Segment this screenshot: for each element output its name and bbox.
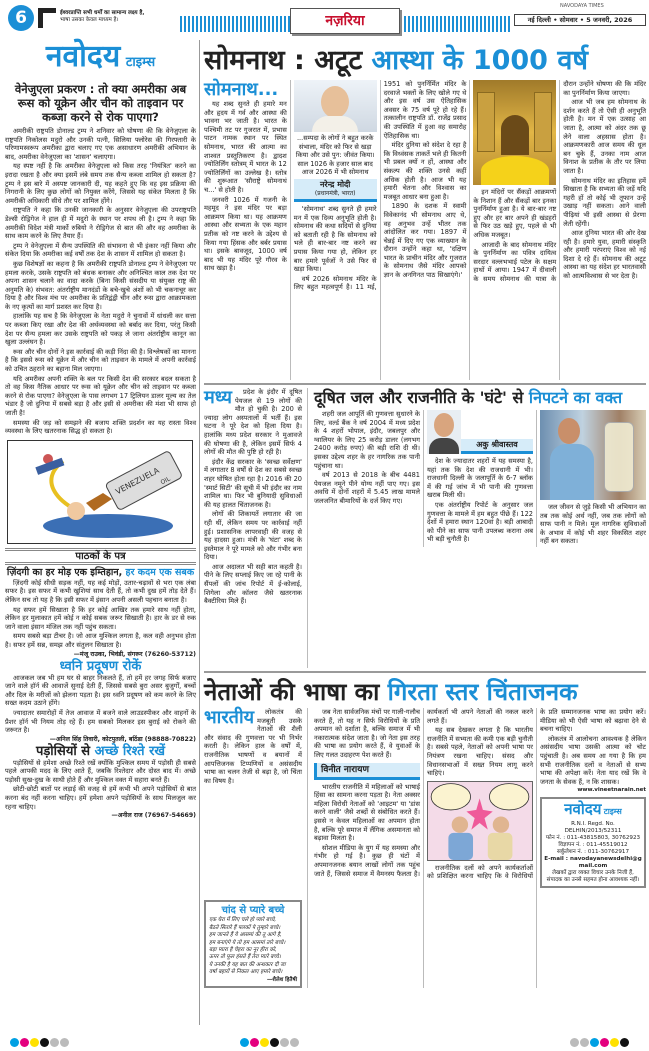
paragraph: राजनीतिक दलों को अपने कार्यकर्ताओं को प्रशिक्षित करना चाहिए कि वे विरोधियों के प्रति सम्मानजनक भाषा का प्रयोग करें। मीडिया को भी ऐसी भाषा को बढ़ावा देने से बचना चाहिए। — [427, 708, 646, 881]
paragraph: लोगों की शिकायतें लगातार की जा रही थीं, लेकिन समय पर कार्रवाई नहीं हुई। प्रशासनिक लापरवाही की वजह से यह हादसा हुआ। मंत्री के 'घंटा' शब्द के इस्तेमाल ने पूरे मामले को और गंभीर बना दिया। — [204, 510, 302, 562]
header-quote — [60, 10, 178, 24]
paragraph: आज दुनिया भारत की ओर देख रही है। हमारे युवा, हमारी संस्कृति और हमारी परंपराएं विश्व को नई दिशा दे रहे हैं। सोमनाथ की अटूट आस्था का यह संदेश हर भारतवासी को आत्मविश्वास से भर देता है। — [563, 229, 646, 281]
headline-part: नेताओं की भाषा का — [204, 678, 380, 706]
dropcap: सोमनाथ... — [204, 79, 279, 100]
paragraph: सोमनाथ मंदिर का इतिहास हमें सिखाता है कि सभ्यता की जड़ें यदि गहरी हों तो कोई भी तूफान उन्हें उखाड़ नहीं सकता। आने वाली पीढ़ियां भी इसी आस्था से प्रेरणा लेती रहेंगी। — [563, 176, 646, 228]
imprint-logo — [544, 801, 642, 821]
leaders-headline — [204, 676, 646, 708]
paragraph: मंदिर दुनिया को संदेश दे रहा है कि विध्वंसक ताकतें भले ही कितनी भी प्रबल क्यों न हों, आस्था और संकल्प की शक्ति उनसे कहीं अधिक होती है। आज भी यह हमारी चेतना और विश्वास का मजबूत आधार बना हुआ है। — [383, 141, 467, 201]
author-name-vineet: विनीत नारायण — [314, 763, 420, 780]
water-headline — [314, 388, 646, 407]
paragraph: 'सोमनाथ' शब्द सुनते ही हमारे मन में एक दिव्य अनुभूति होती है। सोमनाथ की कथा सदियों से दुनिया को बताती रही है कि सोमनाथ को भले ही बार-बार नष्ट करने का प्रयास किया गया हो, लेकिन हर बार हमारे पूर्वजों ने उसे फिर से खड़ा किया। — [293, 204, 377, 274]
left-column — [5, 40, 196, 820]
poem-author: —शैलेश हितैषी — [266, 976, 297, 983]
water-crisis-photo — [540, 410, 646, 500]
somnath-body — [204, 80, 646, 380]
headline-part: आस्था के 1000 वर्ष — [371, 45, 588, 76]
oil-barrel — [105, 450, 183, 510]
line: ऊपर तो फूल हंसते हैं तेरा प्यारे बच्चे। — [209, 954, 281, 961]
letter-signature: —अनिल सिंह तिवारी, कोटपुतली, बठिंडा (98888-70822) — [49, 735, 196, 743]
newspaper-logo — [5, 40, 196, 80]
barrel-label-oil: OIL — [159, 475, 172, 487]
logo-suffix: टाइम्स — [603, 807, 622, 817]
paragraph: लोकतंत्र में आलोचना आवश्यक है लेकिन असंसदीय भाषा उसकी आत्मा को चोट पहुंचाती है। अब समय आ गया है कि हम सभी राजनीतिक दलों व नेताओं से सभ्य भाषा की अपेक्षा करें। नेता याद रखें कि वे जनता के सेवक हैं, न कि शासक। — [540, 734, 646, 786]
paragraph: यदि अमरीका अपनी शक्ति के बल पर किसी देश की सरकार बदल सकता है तो वह किस नैतिक आधार पर रूस को यूक्रेन और चीन को ताइवान पर कब्जा करने से रोक पाएगा? वेनेजुएला के पास लगभग 17 ट्रिलियन डालर मूल्य का तेल भंडार है जो दुनिया में सबसे बड़ा है और इसी से अमरीका की मंशा भी साफ हो जाती है! — [5, 374, 196, 417]
main-area — [204, 42, 646, 988]
paragraph: कुछ विशेषज्ञों का कहना है कि अमरीकी राष्ट्रपति डोनाल्ड ट्रम्प ने वेनेजुएला पर हमला करके, उसके राष्ट्रपति को बंधक बनाकर और अनिश्चित काल तक देश पर अपना शासन चलाने का वादा करके (बिना किसी संसदीय या संयुक्त राष्ट्र की अनुमति के) संभवत: अंतर्राष्ट्रीय मानदंडों के बचे-खुचे अंशों को भी चकनाचूर कर दिया है और विश्व मंच पर अमरीका के प्रतिद्वंद्वी चीन और रूस द्वारा आक्रामकता के नए कृत्यों का मार्ग प्रशस्त कर दिया है। — [5, 259, 196, 311]
paragraph: यह स्पष्ट नहीं है कि अमरीका वेनेजुएला को किस तरह 'नियंत्रित' करने का इरादा रखता है और क्या इसमें लंबे समय तक सैन्य कब्जा शामिल हो सकता है? ट्रम्प ने इस बारे में अस्पष्ट जानकारी दी, यह कहते हुए कि वह इस प्रक्रिया की निगरानी के लिए कुछ लोगों को नियुक्त करेंगे, जिससे यह संकेत मिलता है कि अमरीकी अधिकारी सीधे तौर पर शामिल होंगे। — [5, 162, 196, 205]
paragraph: आजादी के बाद सोमनाथ मंदिर के पुनर्निर्माण का पवित्र दायित्व सरदार वल्लभभाई पटेल के सक्षम हाथों में आया। 1947 में दीवाली के समय सोमनाथ की यात्रा के दौरान उन्होंने घोषणा की कि मंदिर का पुनर्निर्माण किया जाएगा। — [473, 80, 646, 283]
logo-name: नवोदय — [564, 800, 602, 819]
flying-figures — [35, 454, 64, 475]
letter-title — [5, 744, 196, 759]
letter-3 — [5, 744, 196, 821]
section-divider — [204, 671, 646, 673]
paragraph: ज़िंदगी कोई सीधी सड़क नहीं, यह कई मोड़ों, उतार-चढ़ावों से भरा एक लंबा सफर है। इस सफर में कभी खुशियां साथ देती हैं, तो कभी दुख हमें तोड़ देते हैं। लेकिन सच तो यह है कि इसी सफर में इंसान अपनी असली पहचान बनाता है। — [5, 578, 196, 604]
paragraph: सोशल मीडिया के युग में यह समस्या और गंभीर हो गई है। कुछ ही घंटों में अपमानजनक बयान लाखों लोगों तक पहुंच जाते हैं, जिससे समाज में वैमनस्य फैलता है। कार्यकर्ता भी अपने नेताओं की नकल करने लगते हैं। — [314, 708, 533, 878]
water-paragraphs — [204, 388, 302, 606]
line: ये उनकी है यह बात की अन्धकार दी जा — [209, 961, 286, 968]
paragraph: समय सबसे बड़ा टीचर है। जो आज मुश्किल लगता है, कल वही अनुभव होता है। सफर हमें सब्र, समझ और संतुलन सिखाता है। — [5, 632, 196, 649]
imprint-rni: R.N.I. Regd. No. DELHIN/2013/52311 — [564, 821, 622, 835]
author-box-aku — [427, 410, 533, 454]
letter-title — [5, 567, 196, 579]
editorial-body — [5, 127, 196, 436]
registration-color-dots — [570, 1032, 630, 1051]
section-divider — [204, 383, 646, 385]
paragraph: जल जीवन से जुड़े किसी भी अभियान का तब तक कोई अर्थ नहीं, जब तक लोगों को साफ पानी न मिले। मूल नागरिक सुविधाओं के अभाव में कोई भी शहर विकसित शहर नहीं बन सकता। — [540, 503, 646, 546]
letters-section-title: पाठकों के पत्र — [5, 548, 196, 565]
editorial-cartoon — [7, 440, 193, 544]
paragraph: शहरी जल आपूर्ति की गुणवत्ता सुधारने के लिए, वर्ल्ड बैंक ने वर्ष 2004 में मध्य प्रदेश के 4 शहरों भोपाल, इंदौर, जबलपुर और ग्वालियर के लिए 25 करोड़ डालर (लगभग 2400 करोड़ रुपए) की बड़ी राशि दी थी। इसका उद्देश्य शहर के हर नागरिक तक पानी पहुंचाना था। — [314, 410, 420, 470]
water-main — [308, 388, 646, 668]
imprint-box — [540, 797, 646, 888]
leaders-first-column — [204, 708, 308, 988]
logo-name: नवोदय — [45, 39, 121, 74]
bottle — [86, 493, 112, 511]
dateline: नई दिल्ली • सोमवार • 5 जनवरी, 2026 — [514, 14, 646, 26]
imprint-note: लेखकों द्वारा व्यक्त विचार उनके निजी हैं, संपादक का उनसे सहमत होना आवश्यक नहीं। — [546, 870, 640, 884]
paragraph: रूस और चीन दोनों ने इस कार्रवाई की कड़ी निंदा की है। विश्लेषकों का मानना है कि इससे रूस को यूक्रेन में और चीन को ताइवान के मामले में अपनी कार्रवाई को उचित ठहराने का बहाना मिल जाएगा। — [5, 347, 196, 374]
headline-part: दूषित जल और राजनीति के 'घंटे' से — [314, 388, 524, 407]
column-divider — [199, 40, 200, 1025]
imprint-phone: फोन नं. : 011-43815803, 30762923 — [545, 835, 641, 842]
paragraph: आजकल जब भी हम घर से बाहर निकलते हैं, तो हमें हर जगह सिर्फ बजाए जाने वाले हॉर्न की आवाजें सुनाई देती हैं, जिससे सबसे बुरा असर बुजुर्गों, बच्चों और दिल के मरीजों को झेलना पड़ता है। इस ध्वनि प्रदूषण को कम करने के लिए सख्त कदम उठाने होंगे। — [5, 673, 196, 708]
leaders-paragraphs — [314, 708, 420, 760]
letter-title: ध्वनि प्रदूषण रोकें — [59, 658, 142, 674]
paragraph: प्रदेश के इंदौर में दूषित पेयजल से 19 लोगों की मौत हो चुकी है। 200 से ज्यादा लोग अस्पतालों में भर्ती हैं। इस घटना ने पूरे देश को हिला दिया है। हालांकि मध्य प्रदेश सरकार ने मुआवजे की घोषणा की है, लेकिन इसमें सिर्फ 4 लोगों की मौत की पुष्टि हो रही है। — [204, 388, 302, 457]
water-glass — [604, 422, 634, 492]
logo-suffix: टाइम्स — [125, 55, 156, 70]
poem-lines — [209, 917, 297, 976]
letter-signature: —मंजू राउका, भिवंडी, संगरूर (76260-53712) — [73, 650, 196, 658]
letter-body — [5, 579, 196, 650]
paragraph: हालांकि यह सच है कि वेनेजुएला के नेता मदुरो ने चुनावों में धांधली कर सत्ता पर कब्जा किए रखा और देश की अर्थव्यवस्था को बर्बाद कर दिया, परंतु किसी देश पर सैन्य हमला कर उसके राष्ट्रपति को पकड़ ले जाना अंतर्राष्ट्रीय कानून का खुला उल्लंघन है। — [5, 312, 196, 347]
paragraph: ट्रम्प ने वेनेजुएला में सैन्य उपस्थिति की संभावना से भी इंकार नहीं किया और संकेत दिया कि अमरीका कई वर्षों तक देश के शासन में शामिल हो सकता है। — [5, 241, 196, 259]
water-article — [204, 388, 646, 668]
paragraph: जनवरी 1026 में गजनी के महमूद ने इस मंदिर पर बड़ा आक्रमण किया था। यह आक्रमण आस्था और सभ्यता के एक महान प्रतीक को नष्ट करने के उद्देश्य से किया गया हिंसक और बर्बर प्रयास था। इसके बावजूद, 1000 वर्ष बाद भी यह मंदिर पूरे गौरव के साथ खड़ा है। — [204, 195, 287, 273]
paragraph: भारतीय राजनीति में महिलाओं को भाषाई हिंसा का सामना करना पड़ता है। नेता अक्सर महिला विरोधी नेताओं को 'आइटम' या 'डांस करने वाली' जैसे शब्दों से संबोधित करते हैं। इससे न केवल महिलाओं का अपमान होता है, बल्कि पूरे समाज में लैंगिक असमानता को बढ़ावा मिलता है। — [314, 782, 420, 843]
paragraph: एक अंतर्राष्ट्रीय रिपोर्ट के अनुसार जल गुणवत्ता के मामले में हम बहुत पीछे हैं। 122 देशों में हमारा स्थान 120वां है। बड़ी आबादी को पीने का साफ पानी उपलब्ध कराना अब भी बड़ी चुनौती है। — [427, 500, 533, 544]
line: बैठते सितारे हैं पलकों पे तुम्हारे बच्चे। — [209, 924, 281, 931]
paragraph: ज्यादातर समारोहों में तेज आवाज में बजने वाले लाउडस्पीकर और वाहनों के प्रैशर हॉर्न भी नियम तोड़ रहे हैं। हम सबको मिलकर इस बुराई को रोकने की जरूरत है। — [5, 708, 196, 735]
line: एक घेरा में लिए चले हो प्यारे बच्चे, — [209, 917, 277, 924]
water-first-column — [204, 388, 308, 668]
author-name: अकु श्रीवास्तव — [461, 439, 533, 454]
letter-title-part: अच्छे रिश्ते रखें — [94, 743, 166, 759]
paragraph: आज अदालत भी सही बात कहती है। पीने के लिए सप्लाई किए जा रहे पानी के सैंपलों की जांच रिपोर्ट में ई-कोलाई, शिगेला और कॉलरा जैसे खतरनाक बैक्टीरिया मिले हैं। — [204, 562, 302, 606]
letter-signature: —अनील राज (76967-54669) — [111, 812, 196, 820]
author-website: www.vineetnarain.net — [577, 787, 646, 794]
dropcap: भारतीय — [204, 707, 255, 728]
letter-2 — [5, 659, 196, 744]
paragraph: समस्या की जड़ को समझने की बजाय शक्ति प्रदर्शन का यह रास्ता विश्व व्यवस्था के लिए खतरनाक सिद्ध हो सकता है। — [5, 418, 196, 436]
quote-line: भाषा उसका केवल माध्यम है। — [60, 17, 119, 23]
imprint-email: E-mail : navodayanewsdelhi@gmail.com — [544, 856, 642, 870]
poem-box — [204, 900, 302, 988]
paragraph: वर्ष 2013 से 2018 के बीच 4481 पेयजल नमूने पीने योग्य नहीं पाए गए। इस अवधि में दोनों शहरों में 5.45 लाख मामले जलजनित बीमारियों के दर्ज किए गए। — [314, 471, 420, 505]
water-paragraphs — [314, 410, 420, 506]
masthead-small: NAVODAYA TIMES — [560, 3, 604, 9]
paragraph: जब नेता सार्वजनिक मंचों पर गाली-गलौच करते हैं, तो यह न सिर्फ विरोधियों के प्रति अपमान को दर्शाता है, बल्कि समाज में भी नकारात्मक संदेश जाता है। जो नेता इस तरह की भाषा का प्रयोग करते हैं, वे युवाओं के लिए गलत उदाहरण पेश करते हैं। — [314, 708, 420, 759]
author-photo — [294, 80, 377, 132]
somnath-headline — [204, 42, 646, 80]
line: बड़ा प्यारा है चेहरा का नूर हीरा को, — [209, 946, 277, 953]
author-name: नरेन्द्र मोदी — [319, 179, 351, 189]
paragraph: छोटी-छोटी बातों पर लड़ाई की वजह से हमें कभी भी अपने पड़ोसियों से बात करना बंद नहीं करना चाहिए। हमें हमेशा अपने पड़ोसियों के साथ मिलजुल कर रहना चाहिए। — [5, 785, 196, 811]
section-title: नज़रिया — [290, 8, 400, 34]
letter-body — [5, 759, 196, 812]
letter-1 — [5, 567, 196, 659]
poem-title: चांद से प्यारे बच्चे — [221, 905, 285, 917]
paragraph: लोकतंत्र की मजबूती उसके नेताओं की शैली और संवाद की गुणवत्ता पर भी निर्भर करती है। लेकिन हाल के वर्षों में, राजनीतिक भाषणों व बयानों में आपत्तिजनक टिप्पणियों व असंसदीय भाषा का चलन तेजी से बढ़ा है, जो चिंता का विषय है। — [204, 708, 302, 785]
paragraph: 1890 के दशक में स्वामी विवेकानंद भी सोमनाथ आए थे, वह अनुभव उन्हें भीतर तक आंदोलित कर गया। 1897 में चेन्नई में दिए गए एक व्याख्यान के दौरान उन्होंने कहा था, 'दक्षिण भारत के प्राचीन मंदिर और गुजरात के सोमनाथ जैसे मंदिर आपको ज्ञान के अनगिनत पाठ सिखाएंगे।' — [383, 202, 467, 280]
paragraph: यह शब्द सुनते ही हमारे मन और हृदय में गर्व और आस्था की भावना भर जाती है। भारत के पश्चिमी तट पर गुजरात में, प्रभास पाटन नामक स्थान पर स्थित सोमनाथ, भारत की आत्मा का शाश्वत प्रस्तुतिकरण है। द्वादश ज्योतिर्लिंग स्तोत्रम् में भारत के 12 ज्योतिर्लिंगों का उल्लेख है। स्तोत्र की शुरूआत 'सौराष्ट्रे सोमनाथं च...' से होती है। — [204, 100, 287, 194]
author-designation: (प्रधानमंत्री, भारत) — [314, 189, 356, 197]
registration-color-dots — [10, 1032, 70, 1051]
barrel-label: VENEZUELA — [114, 465, 161, 497]
paragraph: राष्ट्रपति ने कहा कि उनकी जानकारी के अनुसार वेनेजुएला की उपराष्ट्रपति डेल्सी रोड्रिगेज ने हाल ही में मदुरो के स्थान पर शपथ ली है। ट्रम्प ने कहा कि अमरीकी विदेश मंत्री मार्को रुबियो ने रोड्रिगेज से बात की और वह अमरीका के साथ काम करने के लिए तैयार हैं। — [5, 206, 196, 241]
quote-mark-icon — [38, 8, 56, 28]
author-quote: ...सम्पदा के लोगों ने बहुत करके संभाला, मंदिर को फिर से खड़ा किया और उसे पुन: जीवंत किया। साल 1026 के हजार साल बाद आज 2026 में भी सोमनाथ — [295, 134, 375, 177]
letter-title-part: पड़ोसियों से — [35, 743, 91, 759]
author-photo — [427, 410, 461, 454]
water-paragraphs — [427, 457, 533, 544]
letter-title-part: ज़िंदगी का हर मोड़ एक इम्तिहान, — [6, 566, 123, 578]
line: हम जानते हैं ये आसमां की तू आगे है, — [209, 932, 282, 939]
line: वर्षा बहारों से निकल आए हमारे बच्चे। — [209, 969, 283, 976]
water-body — [314, 410, 646, 547]
headline-part: निपटने का वक्त — [528, 388, 623, 407]
letter-title-part: हर कदम एक सबक — [125, 566, 195, 578]
paragraph: वर्ष 2026 सोमनाथ मंदिर के लिए बहुत महत्वपूर्ण है। 11 मई, 1951 को पुनर्निर्मित मंदिर के दरवाजे भक्तों के लिए खोले गए थे और इस वर्ष उस ऐतिहासिक अवसर के 75 वर्ष पूरे हो रहे हैं। तत्कालीन राष्ट्रपति डॉ. राजेंद्र प्रसाद की उपस्थिति में हुआ वह समारोह ऐतिहासिक था। — [293, 80, 467, 292]
leaders-cartoon — [427, 781, 533, 861]
paragraph: देश के ज्यादातर शहरों में यह समस्या है, यहां तक कि देश की राजधानी में भी। राजधानी दिल्ली के जलापूर्ति के 6-7 ब्लॉक में की गई जांच में भी पानी की गुणवत्ता खराब मिली थी। — [427, 457, 533, 500]
editorial-title: वेनेजुएला प्रकरण : तो क्या अमरीका अब रूस को यूक्रेन और चीन को ताइवान पर कब्जा करने से रोक पाएगा? — [14, 82, 187, 124]
paragraph: आज भी जब हम सोमनाथ के दर्शन करते हैं तो ऐसी ही अनुभूति होती है। मन में एक उत्साह आ जाता है, आत्मा को अंदर तक छू लेने वाला अहसास होता है। आक्रमणकारी आज समय की धूल बन चुके हैं, उनका नाम आज विनाश के प्रतीक के तौर पर लिया जाता है। — [563, 98, 646, 175]
somnath-temple-photo — [473, 80, 556, 185]
letter-body — [5, 674, 196, 735]
dropcap: मध्य — [204, 387, 232, 408]
leaders-article — [204, 708, 646, 988]
paragraph: इंदौर केंद्र सरकार के 'स्वच्छ सर्वेक्षण' में लगातार 8 वर्षों से देश का सबसे स्वच्छ शहर घोषित होता रहा है। 2016 की 20 'स्मार्ट सिटी' की सूची में भी इंदौर का नाम शामिल था। फिर भी बुनियादी सुविधाओं की यह हालत चिंताजनक है। — [204, 457, 302, 509]
water-paragraphs — [540, 503, 646, 546]
imprint-circulation: सर्कुलेशन नं. : 011-30762917 — [556, 849, 630, 856]
paragraph: यह सफर हमें सिखाता है कि हर कोई आखिर तक हमारे साथ नहीं होता, लेकिन हर मुलाकात हमें कोई न कोई सबक जरूर सिखाती है। हार के डर से रुक जाने वाला इंसान मंजिल तक नहीं पहुंच सकता। — [5, 605, 196, 631]
paragraph: इन मंदिरों पर सैंकड़ों आक्रमणों के निशान हैं और सैंकड़ों बार इनका पुनर्निर्माण हुआ है। ये बार-बार नष्ट हुए और हर बार अपने ही खंडहरों से फिर उठ खड़े हुए, पहले से भी अधिक मजबूत। — [473, 188, 557, 239]
registration-color-dots — [240, 1032, 300, 1051]
lying-man-body — [43, 514, 173, 538]
imprint-ads: विज्ञापन नं. : 011-45519012 — [558, 842, 628, 849]
paragraph: यह सब देखकर लगता है कि भारतीय राजनीति में सभ्यता की कमी एक बड़ी चुनौती है। सबसे पहले, नेताओं को अपनी भाषा पर नियंत्रण रखना चाहिए। संसद और विधानसभाओं में सख्त नियम लागू करने चाहिएं। — [427, 726, 533, 778]
somnath-paragraphs — [204, 80, 287, 273]
leaders-body — [308, 708, 646, 988]
headline-part: सोमनाथ : अटूट — [204, 45, 363, 76]
paragraph: अमरीकी राष्ट्रपति डोनाल्ड ट्रम्प ने शनिवार को घोषणा की कि वेनेजुएला के राष्ट्रपति निकोलस मदुरो और उनकी पत्नी, सिलिया फ्लोरेस की गिरफ्तारी के परिणामस्वरूप अमरीका द्वारा चलाए गए एक असाधारण अमरीकी अभियान के बाद, अमरीका वेनेजुएला का 'शासन' चलाएगा। — [5, 127, 196, 161]
author-box-modi — [294, 80, 377, 202]
page-number: 6 — [8, 5, 34, 31]
quote-line: ईश्वरप्राप्ति सभी धर्मों का सामान्य लक्ष्य है, — [60, 10, 145, 16]
paragraph: पड़ोसियों से हमेशा अच्छे रिश्ते रखें क्योंकि मुश्किल समय में पड़ोसी ही सबसे पहले आपकी मदद के लिए आते हैं, जबकि रिश्तेदार और दोस्त बाद में। अच्छे पड़ोसी सुख-दुख के साथी होते हैं और मुश्किल वक्त में सहारा बनते हैं। — [5, 758, 196, 784]
line: हम बनाएंगे ये तो हम आसमां तारे बच्चे। — [209, 939, 286, 946]
leaders-first-text — [204, 708, 302, 786]
author-namebar — [294, 179, 377, 199]
headline-part: गिरता स्तर चिंताजनक — [387, 678, 578, 706]
